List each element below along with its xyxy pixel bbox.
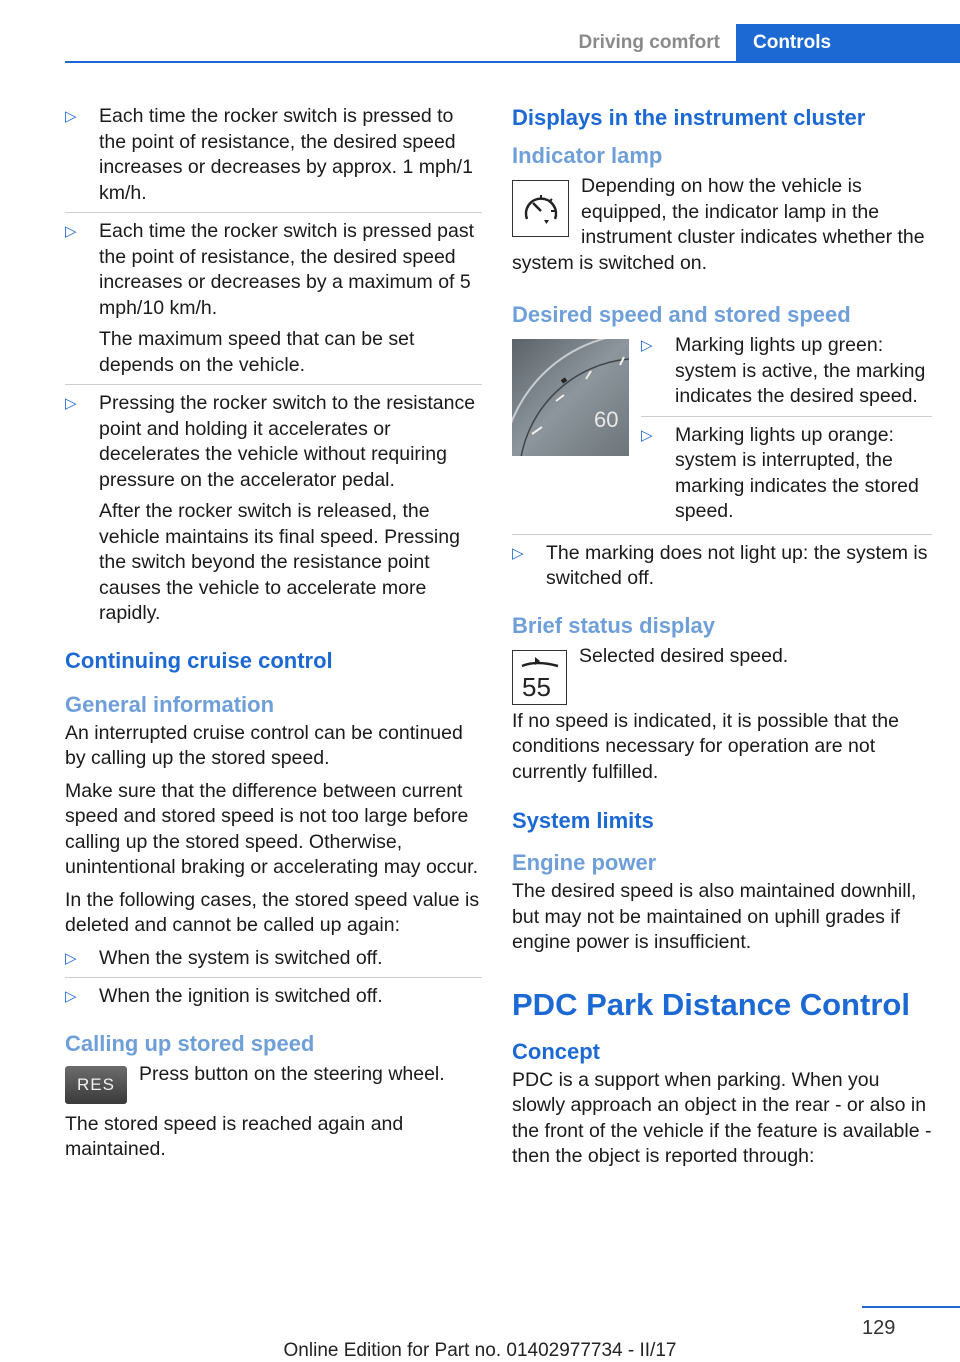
list-item-continuation: After the rocker switch is released, the vehicle maintains its final speed. Pressing the switch beyond the resistance point causes the vehicle to accelerate more rapidly.	[99, 500, 460, 624]
triangle-bullet-icon: ▷	[512, 544, 524, 562]
triangle-bullet-icon: ▷	[65, 223, 77, 240]
subsection-heading: Engine power	[512, 850, 657, 875]
paragraph: Make sure that the difference between current speed and stored speed is not too large before calling up the stored speed. Otherwise, unintentional braking or accelerating may occur.	[65, 779, 478, 878]
list-item: ▷ Each time the rocker switch is pressed to the point of resistance, the desired speed increases or decreases by approx. 1 mph/1 km/h.	[65, 105, 473, 204]
marking-list	[641, 333, 932, 531]
triangle-bullet-icon: ▷	[641, 337, 653, 354]
paragraph: The stored speed is reached again and maintained.	[65, 1112, 404, 1160]
brief-status-speed-icon	[512, 650, 567, 705]
subsection-heading: Indicator lamp	[512, 143, 663, 168]
paragraph: An interrupted cruise control can be continued by calling up the stored speed.	[65, 721, 463, 769]
list-item: ▷ Each time the rocker switch is pressed past the point of resistance, the desired speed increases or decreases by a maximum of 5 mph/10 km/h.	[65, 220, 474, 319]
brief-speed-number: 55	[521, 672, 551, 702]
list-item: ▷ When the ignition is switched off.	[65, 984, 482, 1010]
divider	[65, 977, 482, 978]
triangle-bullet-icon: ▷	[65, 395, 77, 412]
section-heading: Displays in the instrument cluster	[512, 105, 866, 130]
section-heading: Continuing cruise control	[65, 647, 333, 673]
subsection-heading: General information	[65, 691, 275, 717]
header-rule	[65, 61, 960, 63]
list-item: ▷ When the system is switched off.	[65, 946, 482, 972]
list-item: ▷ Pressing the rocker switch to the resistance point and holding it accelerates or decelerates the vehicle without requiring pressure on the accelerator pedal.	[65, 392, 476, 491]
list-item: ▷ Marking lights up orange: system is interrupted, the marking indicates the stored speed.	[641, 423, 919, 522]
section-heading: System limits	[512, 808, 654, 833]
cruise-control-indicator-icon	[512, 180, 569, 237]
paragraph: In the following cases, the stored speed value is deleted and cannot be called up again:	[65, 888, 480, 936]
paragraph: If no speed is indicated, it is possible that the conditions necessary for operation are not currently fulfilled.	[512, 709, 899, 783]
paragraph: Selected desired speed.	[579, 644, 789, 667]
header-tab-controls: Controls	[736, 24, 960, 62]
footer-rule	[862, 1306, 960, 1308]
list-item-continuation: The maximum speed that can be set depends on the vehicle.	[99, 328, 415, 376]
triangle-bullet-icon: ▷	[65, 988, 77, 1005]
left-column	[65, 104, 482, 1170]
list-item: ▷ The marking does not light up: the system is switched off.	[512, 541, 928, 589]
gauge-number-label: 60	[594, 407, 619, 432]
triangle-bullet-icon: ▷	[65, 949, 77, 967]
paragraph: Press button on the steering wheel.	[139, 1062, 445, 1085]
subsection-heading: Desired speed and stored speed	[512, 302, 851, 327]
list-item: ▷ Marking lights up green: system is active, the marking indicates the desired speed.	[641, 334, 926, 407]
triangle-bullet-icon: ▷	[65, 108, 77, 125]
chapter-heading: PDC Park Distance Control	[512, 986, 910, 1022]
subsection-heading: Brief status display	[512, 612, 715, 638]
res-button-icon: RES	[65, 1066, 127, 1104]
divider	[641, 416, 932, 417]
right-column	[512, 104, 932, 1177]
divider	[512, 534, 932, 535]
page-number: 129	[862, 1317, 896, 1339]
subsection-heading: Calling up stored speed	[65, 1030, 315, 1056]
triangle-bullet-icon: ▷	[641, 426, 653, 444]
divider	[65, 212, 482, 213]
paragraph: The desired speed is also maintained downhill, but may not be maintained on uphill grades if engine power is insufficient.	[512, 880, 917, 953]
header-section-label: Driving comfort	[578, 32, 720, 53]
speedometer-gauge-image	[512, 339, 629, 456]
section-heading: Concept	[512, 1038, 600, 1064]
divider	[65, 384, 482, 385]
paragraph: PDC is a support when parking. When you slowly approach an object in the rear - or also in the front of the vehicle if the feature is available - then the object is reported through:	[512, 1068, 932, 1167]
paragraph: Depending on how the vehicle is equipped, the indicator lamp in the instrument cluster indicates whether the system is switched on.	[512, 175, 925, 274]
footer-edition: Online Edition for Part no. 01402977734 - II/17	[283, 1340, 677, 1361]
